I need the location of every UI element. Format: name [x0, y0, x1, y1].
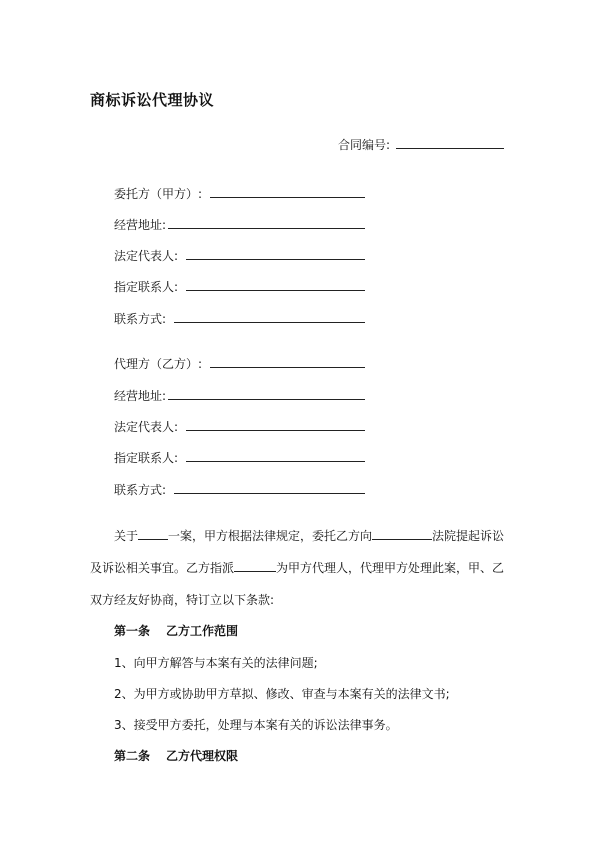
article-2-title: 乙方代理权限	[166, 749, 239, 763]
article-2-number: 第二条	[114, 749, 151, 763]
intro-text-4: 及诉讼相关事宜。乙方指派	[90, 561, 235, 575]
party-a-address-field	[114, 216, 166, 233]
party-b-contact-method-field	[114, 481, 166, 498]
article-1-item-2: 2、为甲方或协助甲方草拟、修改、审查与本案有关的法律文书;	[114, 687, 450, 701]
article-1-heading	[114, 622, 238, 639]
article-1-number: 第一条	[114, 624, 151, 638]
party-a-contact-method-blank	[174, 310, 365, 323]
article-2-heading	[114, 747, 238, 764]
party-b-address-blank	[168, 387, 365, 400]
party-a-legal-rep-blank	[186, 247, 365, 260]
party-b-heading-label: 代理方（乙方）:	[114, 357, 203, 371]
party-a-heading-label: 委托方（甲方）:	[114, 187, 203, 201]
intro-text-3: 法院提起诉讼	[432, 529, 505, 543]
intro-line-2	[90, 559, 508, 576]
intro-text-1: 关于	[114, 529, 139, 543]
party-a-address-label: 经营地址:	[114, 218, 167, 232]
article-1-item-3: 3、接受甲方委托，处理与本案有关的诉讼法律事务。	[114, 718, 398, 732]
article-1-title: 乙方工作范围	[166, 624, 239, 638]
party-b-legal-rep-blank	[186, 418, 365, 431]
party-a-contact-person-field	[114, 278, 178, 295]
contract-number-field	[338, 136, 504, 153]
party-a-contact-person-blank	[186, 278, 365, 291]
party-a-contact-method-field	[114, 310, 166, 327]
intro-text-2: 一案，甲方根据法律规定，委托乙方向	[168, 529, 373, 543]
party-b-name-blank	[210, 355, 365, 368]
party-a-contact-person-label: 指定联系人:	[114, 280, 179, 294]
party-b-contact-method-label: 联系方式:	[114, 483, 167, 497]
party-b-contact-person-blank	[186, 449, 365, 462]
party-b-heading-field	[114, 355, 202, 372]
intro-text-5: 为甲方代理人，代理甲方处理此案，甲、乙	[276, 561, 505, 575]
document-title: 商标诉讼代理协议	[90, 91, 215, 109]
party-a-legal-rep-label: 法定代表人:	[114, 249, 179, 263]
intro-text-6: 双方经友好协商，特订立以下条款:	[90, 593, 275, 607]
party-a-name-blank	[210, 185, 365, 198]
party-b-contact-method-blank	[174, 481, 365, 494]
intro-line-3	[90, 591, 508, 608]
intro-line-1	[114, 527, 508, 544]
court-name-blank	[372, 528, 432, 540]
party-a-heading-field	[114, 185, 202, 202]
party-a-legal-rep-field	[114, 247, 178, 264]
party-a-contact-method-label: 联系方式:	[114, 312, 167, 326]
party-b-contact-person-field	[114, 449, 178, 466]
party-b-legal-rep-field	[114, 418, 178, 435]
contract-number-blank	[396, 137, 504, 149]
party-b-address-label: 经营地址:	[114, 389, 167, 403]
article-1-item-1: 1、向甲方解答与本案有关的法律问题;	[114, 656, 318, 670]
agent-name-blank	[234, 560, 276, 572]
party-b-legal-rep-label: 法定代表人:	[114, 420, 179, 434]
contract-number-label: 合同编号:	[338, 138, 391, 152]
case-name-blank	[138, 528, 168, 540]
party-b-address-field	[114, 387, 166, 404]
party-b-contact-person-label: 指定联系人:	[114, 451, 179, 465]
party-a-address-blank	[168, 216, 365, 229]
